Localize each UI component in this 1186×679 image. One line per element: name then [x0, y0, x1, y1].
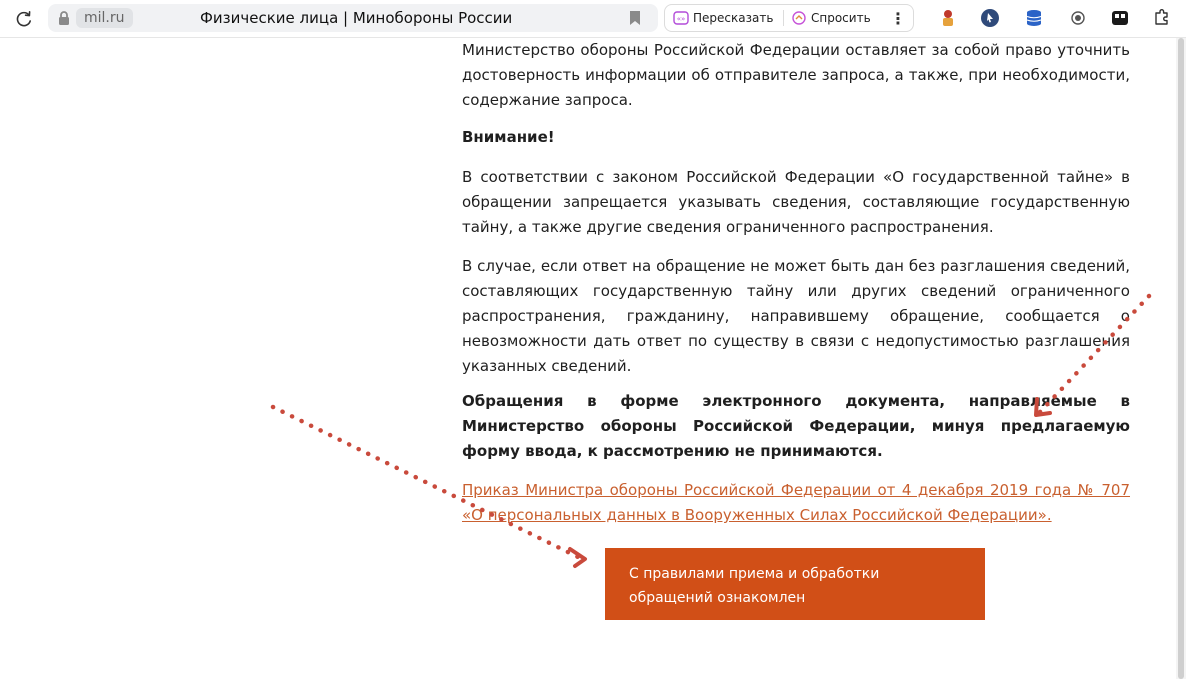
paragraph-no-answer: В случае, если ответ на обращение не может быть дан без разглашения сведений, составляющих государственную тайну или других сведений ограниченного распространения, гражданину, направившему обращение, сообщается о невозможности дать ответ по существу в связи с недопустимостью разглашения указанных сведений.	[462, 257, 1130, 375]
kebab-icon[interactable]: ⋮	[890, 8, 906, 28]
confirm-button-line1: С правилами приема и обработки	[629, 566, 880, 582]
svg-text:«»: «»	[676, 15, 686, 23]
reload-icon[interactable]	[12, 7, 36, 31]
retell-icon	[673, 10, 689, 26]
annotation-arrowhead-left	[570, 549, 585, 566]
page-title: Физические лица | Минобороны России	[200, 9, 513, 27]
address-bar[interactable]	[48, 4, 658, 32]
confirm-rules-button[interactable]	[605, 548, 985, 620]
paragraph-verification: Министерство обороны Российской Федерации оставляет за собой право уточнить достоверность информации об отправителе запроса, а также, при необходимости, содержание запроса.	[462, 41, 1130, 109]
ask-icon	[791, 10, 807, 26]
bookmark-icon[interactable]	[628, 10, 642, 26]
confirm-button-line2: обращений ознакомлен	[629, 590, 806, 606]
ask-label: Спросить	[811, 11, 871, 25]
extension-record-icon[interactable]	[1066, 6, 1090, 30]
retell-button[interactable]	[673, 5, 773, 31]
retell-label: Пересказать	[693, 11, 774, 25]
page-scrollbar[interactable]	[1176, 38, 1186, 679]
scrollbar-thumb[interactable]	[1178, 38, 1184, 679]
extensions-puzzle-icon[interactable]	[1150, 6, 1174, 30]
ai-actions-group	[664, 4, 914, 32]
order-link-paragraph	[462, 478, 1130, 528]
ask-button[interactable]	[791, 5, 871, 31]
divider	[783, 10, 784, 26]
order-707-link[interactable]: Приказ Министра обороны Российской Федерации от 4 декабря 2019 года № 707 «О персональных данных в Вооруженных Силах Российской Федерации».	[462, 481, 1130, 524]
domain-chip[interactable]: mil.ru	[76, 8, 133, 28]
lock-icon	[57, 10, 71, 26]
extension-person-icon[interactable]	[936, 6, 960, 30]
browser-toolbar	[0, 0, 1186, 38]
attention-heading: Внимание!	[462, 128, 555, 146]
extension-cursor-icon[interactable]	[978, 6, 1002, 30]
extension-database-icon[interactable]	[1022, 6, 1046, 30]
paragraph-state-secret: В соответствии с законом Российской Федерации «О государственной тайне» в обращении запрещается указывать сведения, составляющие государственную тайну, а также другие сведения ограниченного распространения.	[462, 168, 1130, 236]
paragraph-electronic-documents: Обращения в форме электронного документа, направляемые в Министерство обороны Российской Федерации, минуя предлагаемую форму ввода, к рассмотрению не принимаются.	[462, 392, 1130, 460]
extension-tab-icon[interactable]	[1108, 6, 1132, 30]
